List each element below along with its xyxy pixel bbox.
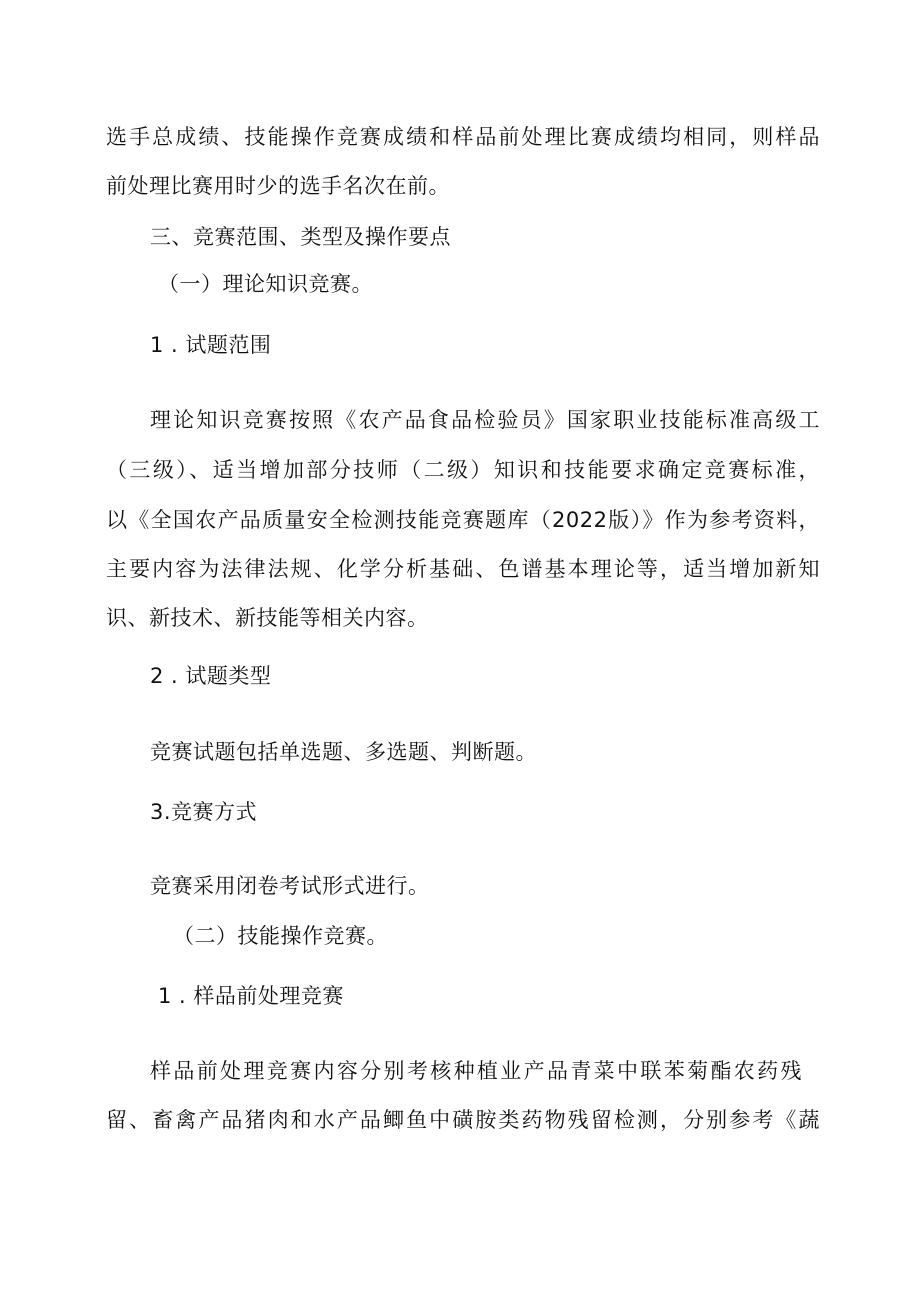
paragraph-line: 以《全国农产品质量安全检测技能竞赛题库（2022版）》作为参考资料， — [106, 508, 820, 532]
paragraph-line: 识、新技术、新技能等相关内容。 — [106, 606, 429, 630]
paragraph-line: 选手总成绩、技能操作竞赛成绩和样品前处理比赛成绩均相同，则样品 — [106, 125, 820, 149]
paragraph-line: （三级）、适当增加部分技师（二级）知识和技能要求确定竞赛标准， — [106, 458, 820, 482]
item-heading: 2 . 试题类型 — [150, 664, 272, 688]
paragraph-line: 样品前处理竞赛内容分别考核种植业产品青菜中联苯菊酯农药残 — [150, 1059, 802, 1083]
subsection-heading: （二）技能操作竞赛。 — [173, 924, 388, 948]
paragraph-line: 留、畜禽产品猪肉和水产品鲫鱼中磺胺类药物残留检测，分别参考《蔬 — [106, 1108, 820, 1132]
paragraph-line: 竞赛采用闭卷考试形式进行。 — [150, 874, 430, 898]
item-heading: 1 . 样品前处理竞赛 — [158, 984, 344, 1008]
subsection-heading: （一）理论知识竞赛。 — [158, 272, 373, 296]
paragraph-line: 竞赛试题包括单选题、多选题、判断题。 — [150, 740, 537, 764]
paragraph-line: 理论知识竞赛按照《农产品食品检验员》国家职业技能标准高级工 — [150, 408, 820, 432]
paragraph-line: 主要内容为法律法规、化学分析基础、色谱基本理论等，适当增加新知 — [106, 557, 820, 581]
item-heading: 1 . 试题范围 — [150, 333, 272, 357]
item-heading: 3.竞赛方式 — [150, 800, 258, 824]
section-heading: 三、竞赛范围、类型及操作要点 — [150, 225, 451, 249]
paragraph-line: 前处理比赛用时少的选手名次在前。 — [106, 174, 450, 198]
